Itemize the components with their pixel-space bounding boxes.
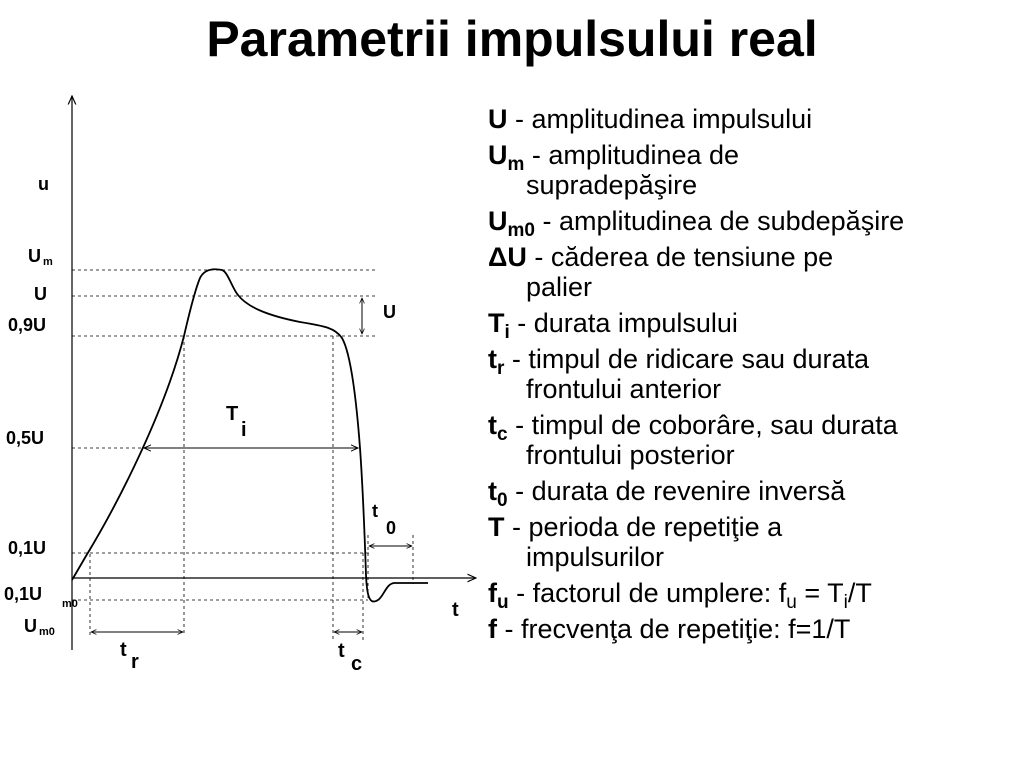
u05-label: 0,5U	[6, 428, 45, 448]
legend-item	[488, 614, 1018, 644]
legend-symbol: T	[488, 512, 505, 542]
legend-symbol: t	[488, 410, 497, 440]
legend-text: - timpul de ridicare sau durata	[504, 344, 870, 374]
ti-label-sub: i	[241, 419, 247, 441]
u09-label: 0,9U	[8, 315, 47, 335]
legend-text: - timpul de coborâre, sau durata	[507, 410, 898, 440]
page-title: Parametrii impulsului real	[206, 11, 818, 67]
legend-text: - factorul de umplere: f	[508, 578, 787, 608]
u01m-label: 0,1U	[4, 584, 43, 604]
legend-symbol: T	[488, 308, 505, 338]
ti-label: T	[226, 403, 239, 425]
pulse-diagram	[0, 0, 480, 768]
legend-symbol: t	[488, 344, 497, 374]
legend-text: - frecvenţa de repetiţie: f=1/T	[497, 614, 851, 644]
legend-item	[488, 410, 1018, 470]
legend-symbol-subscript: 0	[497, 490, 508, 511]
u01-label: 0,1U	[8, 538, 47, 558]
legend-symbol-subscript: c	[497, 424, 508, 445]
legend-text-subscript: u	[786, 592, 797, 613]
tc-label: t	[338, 640, 345, 662]
legend-item	[488, 140, 1018, 200]
legend-symbol: U	[488, 140, 508, 170]
legend-text: - durata de revenire inversă	[507, 476, 846, 506]
legend-text-continuation: frontului posterior	[526, 440, 735, 470]
legend-text: - amplitudinea impulsului	[507, 104, 813, 134]
legend-item	[488, 206, 1018, 241]
t-axis-label: t	[452, 599, 459, 621]
u-axis-label: u	[38, 174, 49, 194]
legend-symbol-subscript: m	[507, 154, 525, 175]
legend-item	[488, 344, 1018, 404]
legend-symbol: t	[488, 476, 497, 506]
legend-text-continuation: supradepăşire	[526, 170, 698, 200]
legend-item	[488, 578, 1018, 613]
pulse-waveform	[72, 269, 428, 601]
legend-text-continuation: palier	[526, 272, 593, 302]
legend-text: - amplitudinea de subdepăşire	[534, 206, 905, 236]
um0-label-sub: m0	[39, 626, 55, 638]
legend-symbol-subscript: i	[504, 322, 510, 343]
legend-text-continuation: impulsurilor	[526, 542, 665, 572]
legend-text-subscript: i	[843, 592, 848, 613]
u01m-label-sub: m0	[62, 598, 78, 610]
legend-text: = T	[796, 578, 844, 608]
tc-label-sub: c	[351, 653, 363, 675]
t0-label: t	[372, 501, 378, 521]
um0-label: U	[24, 616, 37, 636]
legend-item	[488, 242, 1018, 302]
tr-label-sub: r	[131, 651, 139, 673]
legend-symbol: U	[488, 206, 508, 236]
legend-text: - amplitudinea de	[524, 140, 740, 170]
legend-text: - căderea de tensiune pe	[526, 242, 834, 272]
legend-text: /T	[847, 578, 872, 608]
legend-item	[488, 476, 1018, 511]
legend-symbol-subscript: r	[497, 358, 505, 379]
delta-u-label: U	[383, 302, 396, 322]
legend-item	[488, 104, 1018, 134]
um-label: U	[28, 246, 41, 266]
u-label: U	[34, 284, 47, 304]
legend-symbol: f	[488, 578, 497, 608]
legend-item	[488, 512, 1018, 572]
t0-label-sub: 0	[386, 518, 397, 538]
legend-symbol: U	[488, 104, 508, 134]
legend-text-continuation: frontului anterior	[526, 374, 722, 404]
um-label-sub: m	[43, 256, 53, 268]
legend-text: - durata impulsului	[509, 308, 738, 338]
legend-symbol-subscript: u	[497, 592, 509, 613]
legend-text: - perioda de repetiţie a	[504, 512, 783, 542]
tr-label: t	[120, 639, 127, 661]
legend-symbol: f	[488, 614, 497, 644]
legend-item	[488, 308, 1018, 343]
legend-symbol-subscript: m0	[507, 220, 535, 241]
legend	[488, 104, 1018, 650]
legend-symbol: ΔU	[488, 242, 527, 272]
